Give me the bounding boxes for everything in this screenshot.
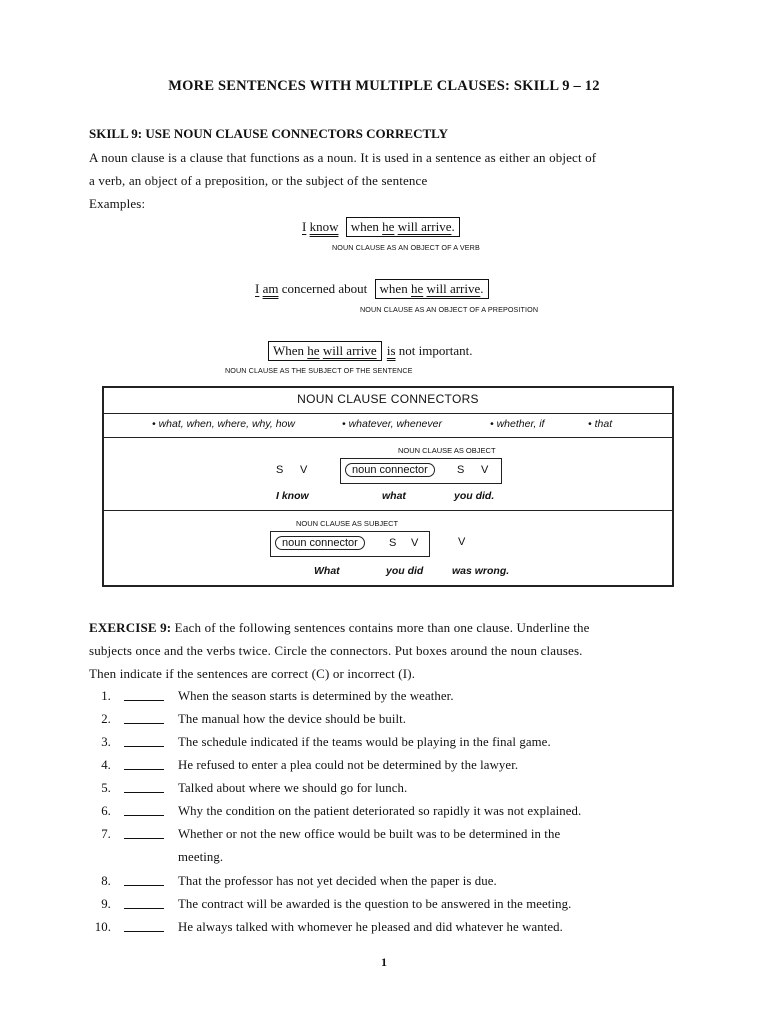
example-text: what	[382, 490, 406, 502]
exercise-instructions-line: subjects once and the verbs twice. Circle the connectors. Put boxes around the noun clauses.	[89, 643, 583, 658]
answer-blank[interactable]	[124, 920, 164, 932]
section-label: NOUN CLAUSE AS SUBJECT	[296, 519, 399, 528]
verb: is	[386, 343, 396, 358]
exercise-instructions-line	[89, 620, 590, 636]
answer-blank[interactable]	[124, 874, 164, 886]
item-number: 2.	[101, 712, 111, 726]
object-row	[104, 438, 672, 511]
item-number: 3.	[101, 735, 111, 749]
instructions-text: Each of the following sentences contains more than one clause. Underline the	[174, 620, 590, 635]
verb: will arrive	[397, 219, 452, 234]
pattern-v: V	[411, 537, 419, 549]
subject: he	[307, 343, 320, 358]
period: .	[451, 219, 455, 234]
answer-blank[interactable]	[124, 897, 164, 909]
caption: NOUN CLAUSE AS AN OBJECT OF A PREPOSITION	[360, 305, 539, 314]
item-number: 10.	[94, 920, 111, 934]
paragraph-line: a verb, an object of a preposition, or the subject of the sentence	[89, 173, 428, 188]
subject: I	[302, 219, 307, 234]
table-title: NOUN CLAUSE CONNECTORS	[297, 392, 479, 406]
answer-blank[interactable]	[124, 689, 164, 701]
connector-group: • whatever, whenever	[342, 418, 442, 430]
period: .	[480, 281, 484, 296]
pattern-v: V	[458, 536, 466, 548]
item-number: 6.	[101, 804, 111, 818]
noun-connector-oval: noun connector	[275, 536, 365, 550]
item-text-continued: meeting.	[178, 850, 224, 864]
item-text: He refused to enter a plea could not be determined by the lawyer.	[178, 758, 519, 772]
answer-blank[interactable]	[124, 804, 164, 816]
connector-group-text: what, when, where, why, how	[158, 418, 295, 430]
item-number: 1.	[101, 689, 111, 703]
pattern-s: S	[457, 464, 465, 476]
verb: am	[262, 281, 279, 296]
connector: When	[273, 343, 305, 358]
connector-group: • that	[588, 418, 613, 430]
item-text: Whether or not the new office would be built was to be determined in the	[178, 827, 561, 841]
noun-clause-box	[340, 458, 502, 484]
example-sentence-3	[268, 343, 472, 359]
pattern-v: V	[481, 464, 489, 476]
noun-clause-box	[375, 279, 489, 299]
answer-blank[interactable]	[124, 735, 164, 747]
item-number: 4.	[101, 758, 111, 772]
pattern-s: S	[276, 464, 284, 476]
noun-clause-box	[268, 341, 382, 361]
answer-blank[interactable]	[124, 712, 164, 724]
item-text: He always talked with whomever he pleased and did whatever he wanted.	[178, 920, 563, 934]
example-text: I know	[276, 490, 309, 502]
item-text: The manual how the device should be built.	[178, 712, 407, 726]
caption: NOUN CLAUSE AS THE SUBJECT OF THE SENTENCE	[225, 366, 413, 375]
connector: when	[350, 219, 379, 234]
table-title-row	[104, 388, 672, 414]
connector-group: • what, when, where, why, how	[152, 418, 295, 430]
connector-groups-row	[104, 414, 672, 438]
exercise-instructions-line: Then indicate if the sentences are correct (C) or incorrect (I).	[89, 666, 416, 681]
subject-row	[104, 511, 672, 585]
item-number: 7.	[101, 827, 111, 841]
section-label: NOUN CLAUSE AS OBJECT	[398, 446, 496, 455]
paragraph-line: A noun clause is a clause that functions as a noun. It is used in a sentence as either an object of	[89, 150, 597, 165]
exercise-label: EXERCISE 9:	[89, 620, 172, 635]
connector-group-text: whatever, whenever	[348, 418, 442, 430]
phrase: not important.	[398, 343, 473, 358]
subject: he	[410, 281, 424, 296]
item-text: The schedule indicated if the teams would be playing in the final game.	[178, 735, 551, 749]
noun-connector-oval: noun connector	[345, 463, 435, 477]
answer-blank[interactable]	[124, 781, 164, 793]
phrase: concerned about	[281, 281, 368, 296]
connector-group-text: whether, if	[496, 418, 545, 430]
connector: when	[379, 281, 408, 296]
subject: I	[255, 281, 260, 296]
skill-heading: SKILL 9: USE NOUN CLAUSE CONNECTORS CORRECTLY	[89, 126, 449, 141]
example-sentence-1	[302, 219, 460, 235]
item-number: 9.	[101, 897, 111, 911]
example-text: you did	[386, 565, 424, 577]
connector-group: • whether, if	[490, 418, 545, 430]
connector-group-text: that	[594, 418, 613, 430]
pattern-s: S	[389, 537, 397, 549]
noun-clause-box	[270, 531, 430, 557]
item-text: Talked about where we should go for lunch.	[178, 781, 408, 795]
example-text: you did.	[454, 490, 495, 502]
item-text: The contract will be awarded is the question to be answered in the meeting.	[178, 897, 572, 911]
item-text: Why the condition on the patient deteriorated so rapidly it was not explained.	[178, 804, 582, 818]
pattern-v: V	[300, 464, 308, 476]
caption: NOUN CLAUSE AS AN OBJECT OF A VERB	[332, 243, 480, 252]
item-number: 5.	[101, 781, 111, 795]
page-title: MORE SENTENCES WITH MULTIPLE CLAUSES: SKILL 9 – 12	[168, 78, 600, 94]
item-text: When the season starts is determined by the weather.	[178, 689, 454, 703]
connectors-table	[102, 386, 674, 587]
example-text: was wrong.	[452, 565, 510, 577]
verb: will arrive	[426, 281, 481, 296]
answer-blank[interactable]	[124, 758, 164, 770]
subject: he	[382, 219, 395, 234]
verb: will arrive	[322, 343, 377, 358]
verb: know	[309, 219, 339, 234]
examples-label: Examples:	[89, 196, 146, 211]
item-number: 8.	[101, 874, 111, 888]
page-number: 1	[381, 955, 387, 969]
example-sentence-2	[255, 281, 489, 297]
answer-blank[interactable]	[124, 827, 164, 839]
noun-clause-box	[346, 217, 460, 237]
example-text: What	[314, 565, 340, 577]
item-text: That the professor has not yet decided when the paper is due.	[178, 874, 497, 888]
